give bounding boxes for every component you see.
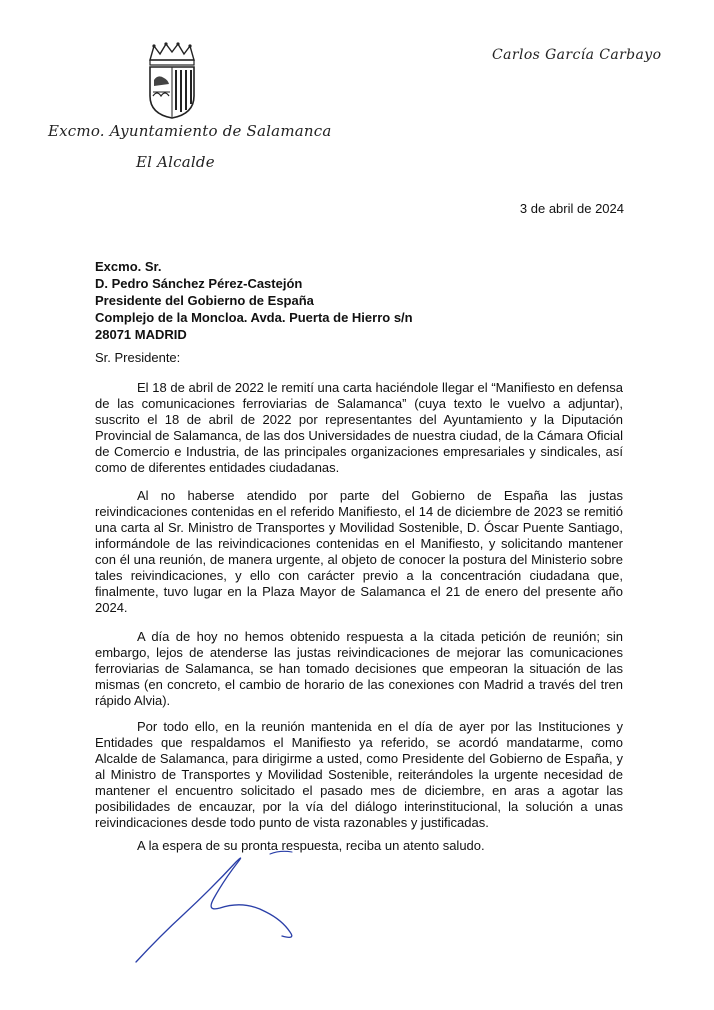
handwritten-signature <box>120 840 380 980</box>
addressee-title: Excmo. Sr. <box>95 259 162 274</box>
paragraph-4: Por todo ello, en la reunión mantenida en el día de ayer por las Instituciones y Entidades que respaldamos el Manifiesto ya referido, se acordó mandatarme, como Alcalde de Salamanca, para dirigirme a usted, como Presidente del Gobierno de España, y al Ministro de Transportes y Movilidad Sostenible, reiterándoles la urgente necesidad de mantener el encuentro solicitado el pasado mes de diciembre, en aras a agotar las posibilidades de encauzar, por la vía del diálogo interinstitucional, la solución a unas reivindicaciones desde todo punto de vista razonables y justificadas. <box>95 719 623 830</box>
addressee-position: Presidente del Gobierno de España <box>95 293 314 308</box>
addressee-block <box>95 258 413 343</box>
institution-name: Excmo. Ayuntamiento de Salamanca <box>48 122 332 140</box>
coat-of-arms-icon <box>140 40 204 120</box>
paragraph-3: A día de hoy no hemos obtenido respuesta a la citada petición de reunión; sin embargo, lejos de atenderse las justas reivindicaciones de mejorar las comunicaciones ferroviarias de Salamanca, se han tomado decisiones que empeoran la situación de las mismas (en concreto, el cambio de horario de las conexiones con Madrid a través del tren rápido Alvia). <box>95 629 623 708</box>
closing-line: A la espera de su pronta respuesta, reciba un atento saludo. <box>137 838 485 853</box>
salutation: Sr. Presidente: <box>95 350 181 365</box>
addressee-city: 28071 MADRID <box>95 327 187 342</box>
paragraph-2: Al no haberse atendido por parte del Gobierno de España las justas reivindicaciones contenidas en el referido Manifiesto, el 14 de diciembre de 2023 se remitió una carta al Sr. Ministro de Transportes y Movilidad Sostenible, D. Óscar Puente Santiago, informándole de las reivindicaciones contenidas en el Manifiesto, y solicitando mantener con él una reunión, de manera urgente, al objeto de conocer la postura del Ministerio sobre tales reivindicaciones, y ello con carácter previo a la concentración ciudadana que, finalmente, tuvo lugar en la Plaza Mayor de Salamanca el 21 de enero del presente año 2024. <box>95 488 623 615</box>
addressee-name: D. Pedro Sánchez Pérez-Castejón <box>95 276 303 291</box>
sender-name: Carlos García Carbayo <box>492 47 662 63</box>
addressee-address: Complejo de la Moncloa. Avda. Puerta de Hierro s/n <box>95 310 413 325</box>
letter-date: 3 de abril de 2024 <box>519 201 624 216</box>
paragraph-1: El 18 de abril de 2022 le remití una carta haciéndole llegar el “Manifiesto en defensa de las comunicaciones ferroviarias de Salamanca” (cuya texto le vuelvo a adjuntar), suscrito el 18 de abril de 2022 por representantes del Ayuntamiento y la Diputación Provincial de Salamanca, de las dos Universidades de nuestra ciudad, de la Cámara Oficial de Comercio e Industria, de las principales organizaciones empresariales y sindicales, así como de diferentes entidades ciudadanas. <box>95 380 623 475</box>
sender-role: El Alcalde <box>136 153 215 171</box>
